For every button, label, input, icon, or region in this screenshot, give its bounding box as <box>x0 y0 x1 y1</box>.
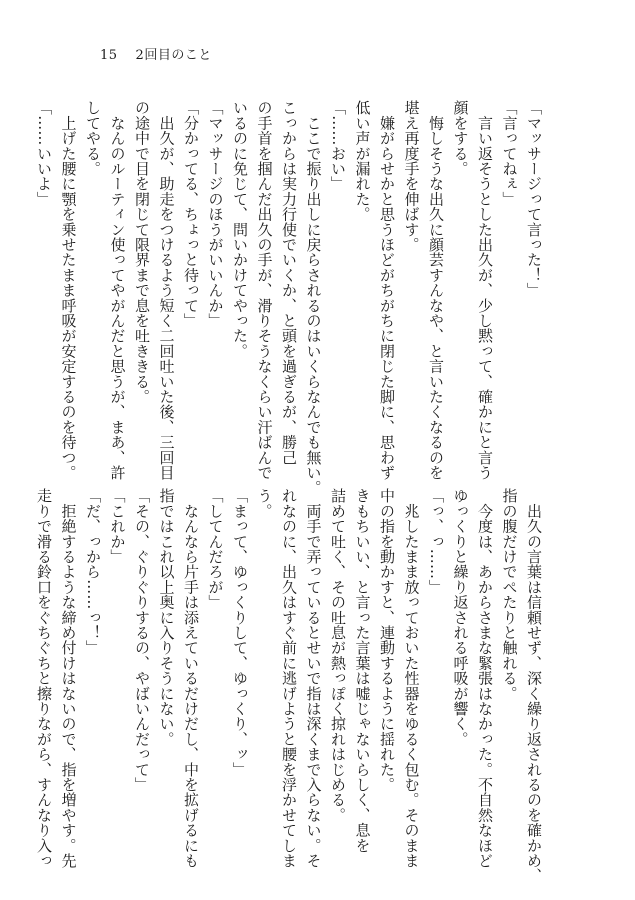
text-line: 今度は、あからさまな緊張はなかった。不自然なほど <box>476 488 494 868</box>
text-line: なんのルーティン使ってやがんだと思うが、まあ、許 <box>108 100 127 480</box>
text-line: 上げた腰に顎を乗せたまま呼吸が安定するのを待つ。 <box>59 100 78 480</box>
text-line: きもちいい、と言った言葉は嘘じゃないらしく、息を <box>353 488 372 853</box>
text-line: れなのに、出久はすぐ前に逃げようと腰を浮かせてしま <box>280 488 298 868</box>
text-line: 「まって、ゆっくりして、ゆっくり、ッ」 <box>231 488 249 777</box>
text-line: 「その、ぐりぐりするの、やばいんだって」 <box>133 488 151 792</box>
text-line: 「言ってねぇ」 <box>500 100 519 207</box>
text-line: ゆっくりと繰り返される呼吸が響く。 <box>451 488 470 747</box>
text-line: う。 <box>255 488 274 519</box>
text-line: 指ではこれ以上奥に入りそうにない。 <box>157 488 176 747</box>
text-line: 言い返そうとした出久が、少し黙って、確かにと言う <box>476 100 494 480</box>
text-line: こっからは実力行使でいくか、と頭を過ぎるが、勝己 <box>280 100 298 465</box>
text-line: 「マッサージって言った！」 <box>525 100 543 298</box>
text-line: 「これか」 <box>108 488 127 564</box>
text-line: 「マッサージのほうがいいんか」 <box>206 100 225 328</box>
text-line: 出久が、助走をつけるよう短く二回吐いた後、三回目 <box>157 100 176 480</box>
text-line: 「だ、っから……っ！」 <box>84 488 102 656</box>
text-line: の手首を掴んだ出久の手が、滑りそうなくらい汗ばんで <box>255 100 274 480</box>
text-line: 「っ、っ……」 <box>427 488 445 595</box>
text-line: してやる。 <box>84 100 102 176</box>
text-line: 中の指を動かすと、連動するように揺れた。 <box>378 488 396 792</box>
text-line: 両手で弄っているとせいで指は深くまで入らない。そ <box>304 488 323 868</box>
text-line: 「してんだろが」 <box>206 488 225 610</box>
text-line: 兆したまま放っておいた性器をゆるく包む。そのまま <box>402 488 421 868</box>
text-line: 悔しそうな出久に顔芸すんなや、と言いたくなるのを <box>427 100 445 480</box>
chapter-title: 2回目のこと <box>135 48 212 63</box>
text-block-top <box>35 100 546 496</box>
text-line: の途中で目を閉じて限界まで息を吐ききる。 <box>133 100 151 404</box>
text-line: 「分かってる、ちょっと待って」 <box>182 100 200 328</box>
text-block-bottom <box>35 488 546 884</box>
text-line: ここで振り出しに戻らされるのはいくらなんでも無い。 <box>304 100 323 496</box>
text-line: 「……おい」 <box>329 100 347 192</box>
text-line: 嫌がらせかと思うほどがちがちに閉じた脚に、思わず <box>378 100 396 480</box>
text-line: 堪え再度手を伸ばす。 <box>402 100 421 252</box>
text-line: 拒絶するような締め付けはないので、指を増やす。先 <box>59 488 78 868</box>
text-line: なんなら片手は添えているだけだし、中を拡げるにも <box>182 488 200 868</box>
text-line: 「……いいよ」 <box>35 100 53 207</box>
text-line: 顔をする。 <box>451 100 470 176</box>
page-number: 15 <box>100 48 118 63</box>
text-line: 低い声が漏れた。 <box>353 100 372 222</box>
running-header <box>100 44 212 63</box>
text-line: いるのに免じて、問いかけてやった。 <box>231 100 249 359</box>
text-line: 指の腹だけでぺたりと触れる。 <box>500 488 519 701</box>
text-line: 走りで滑る鈴口をぐちぐちと擦りながら、すんなり入っ <box>35 488 53 868</box>
text-line: 詰めて吐く、その吐息が熱っぽく掠れはじめる。 <box>329 488 347 823</box>
text-line: 出久の言葉は信頼せず、深く繰り返されるのを確かめ、 <box>525 488 543 884</box>
